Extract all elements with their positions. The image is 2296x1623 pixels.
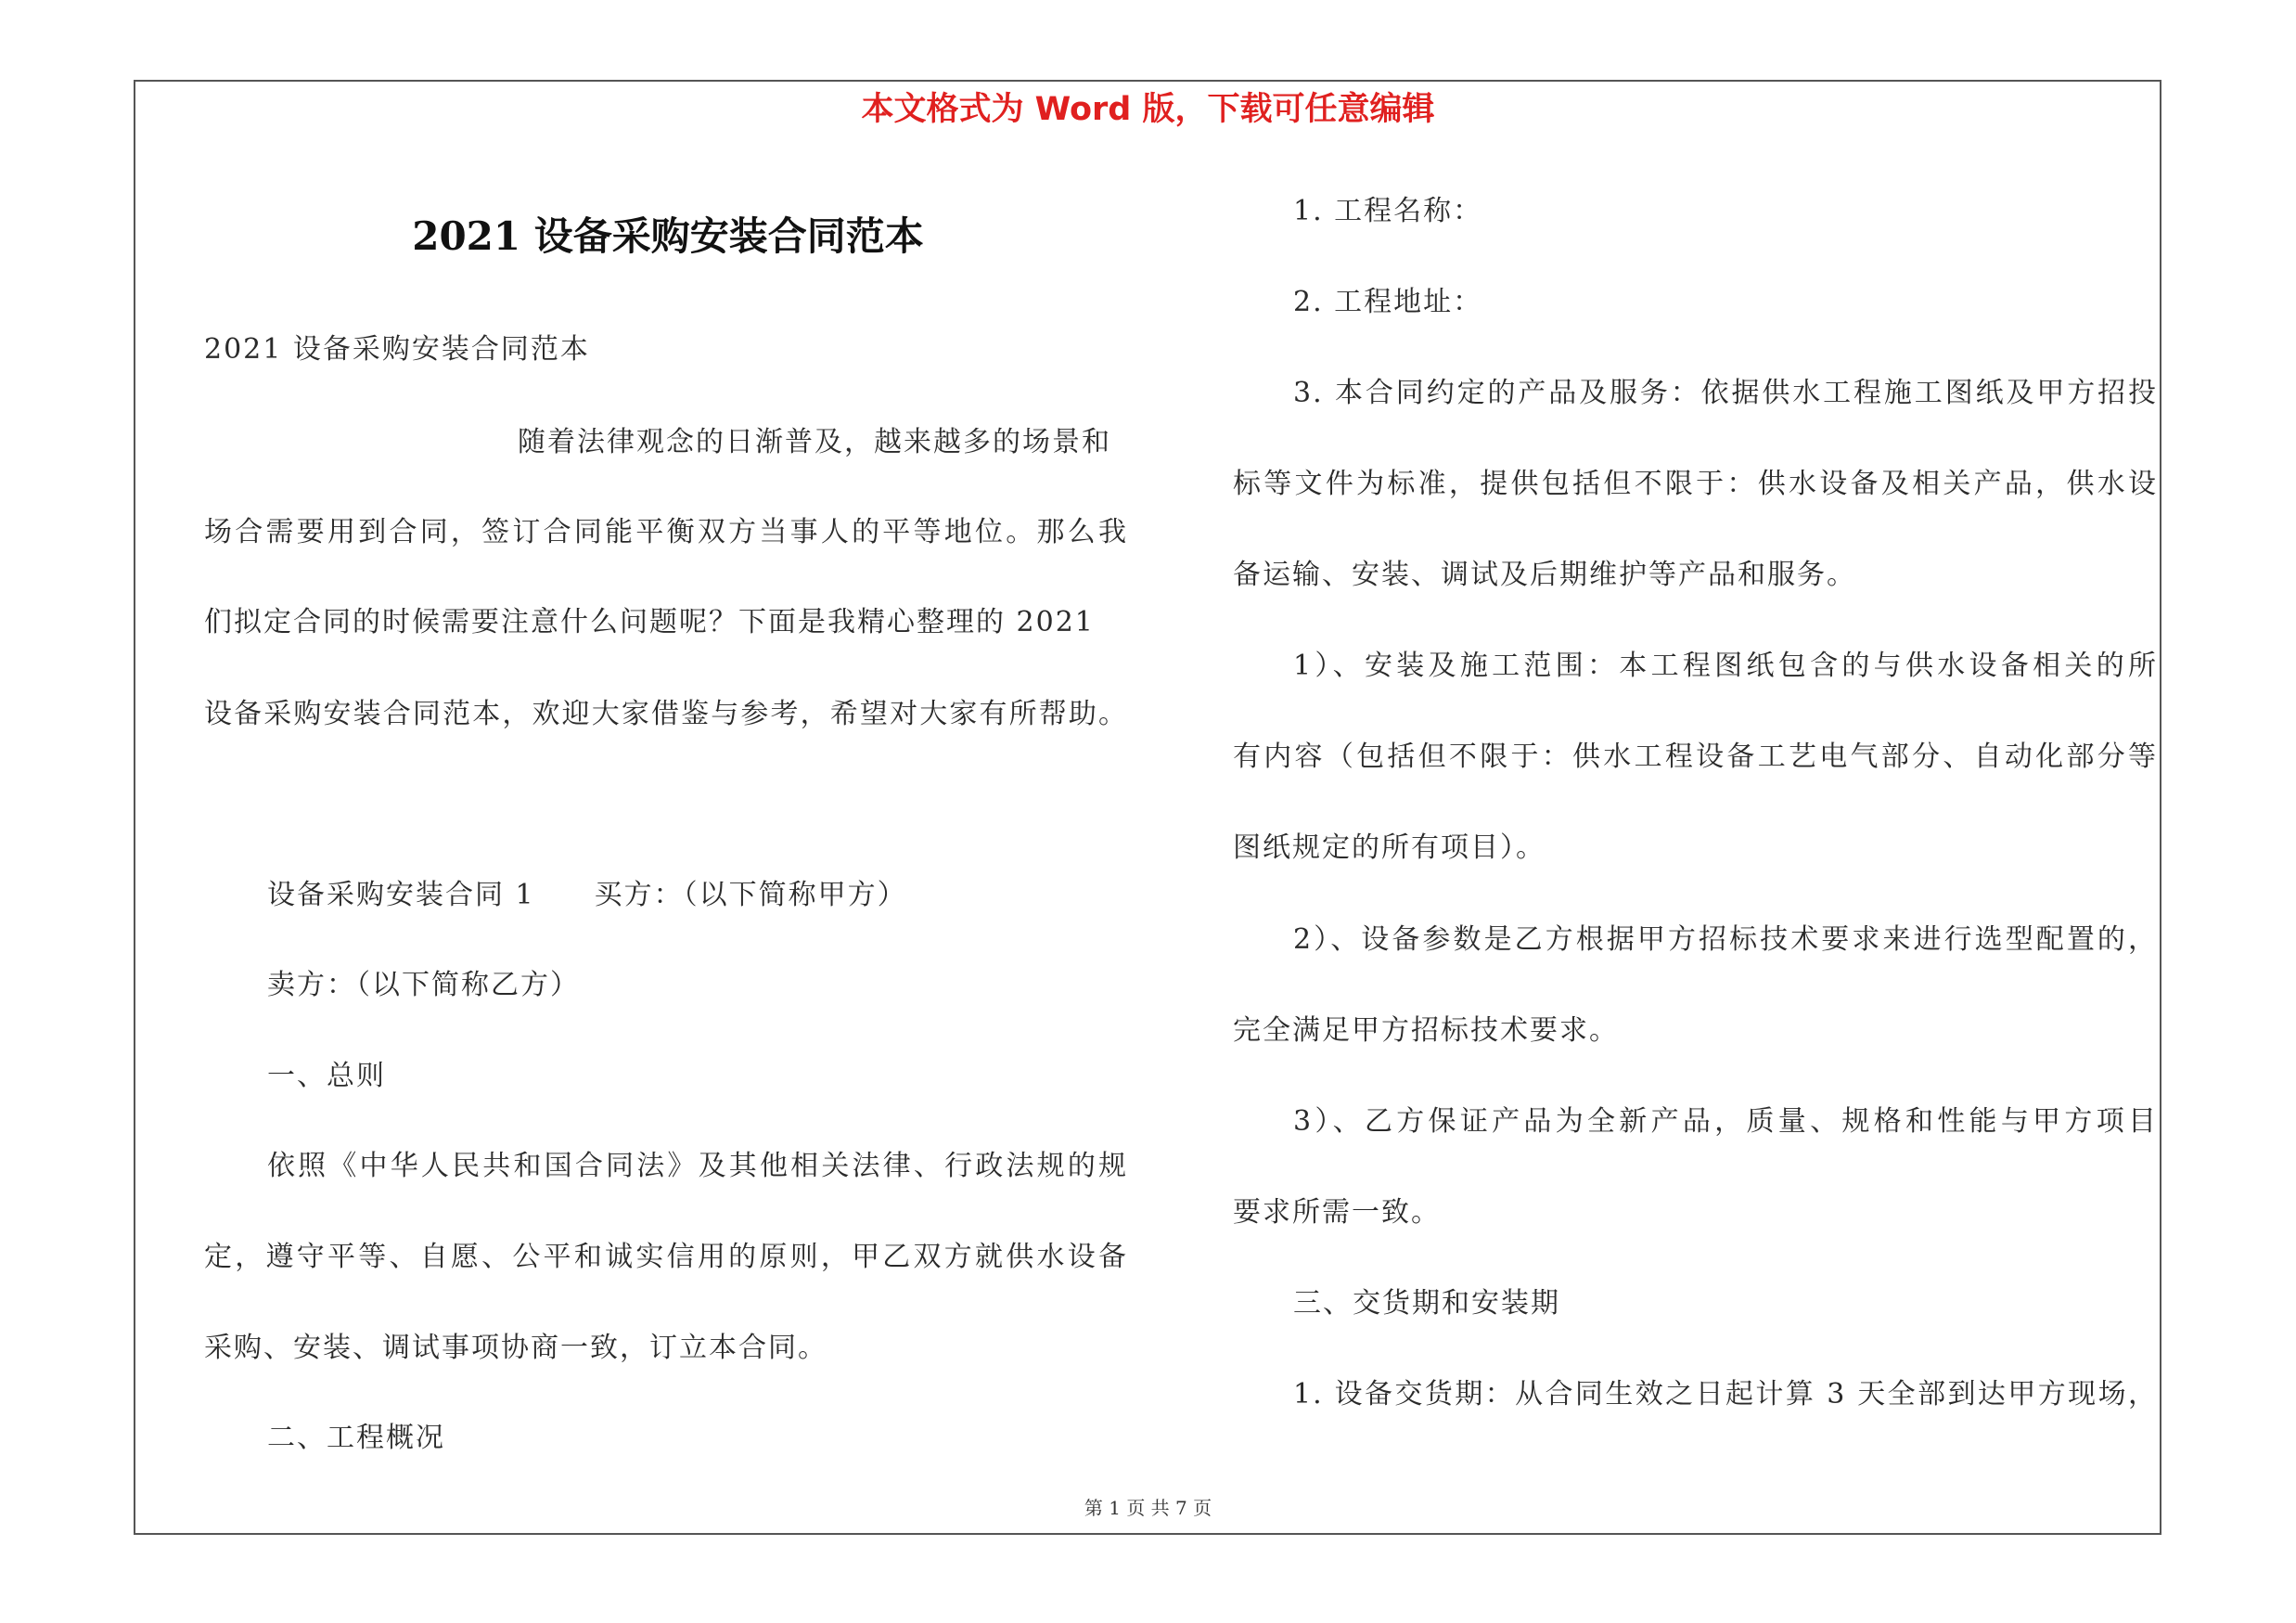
left-line-intro-4: 设备采购安装合同范本，欢迎大家借鉴与参考，希望对大家有所帮助。	[204, 698, 1128, 730]
document-title: 2021 设备采购安装合同范本	[412, 213, 924, 259]
left-line-intro-2: 场合需要用到合同，签订合同能平衡双方当事人的平等地位。那么我	[204, 516, 1128, 548]
section-heading-overview: 二、工程概况	[267, 1422, 445, 1454]
left-line-buyer: 设备采购安装合同 1 买方：（以下简称甲方）	[267, 879, 907, 911]
left-line-general-2: 定，遵守平等、自愿、公平和诚实信用的原则，甲乙双方就供水设备	[204, 1241, 1128, 1273]
format-banner: 本文格式为 Word 版，下载可任意编辑	[861, 91, 1435, 128]
right-line-params-1: 2）、设备参数是乙方根据甲方招标技术要求来进行选型配置的，	[1293, 923, 2158, 956]
left-line-intro-3: 们拟定合同的时候需要注意什么问题呢？下面是我精心整理的 2021	[204, 606, 1095, 638]
right-line-project-address: 2. 工程地址：	[1293, 286, 1483, 318]
left-line-seller: 卖方：（以下简称乙方）	[267, 969, 580, 1001]
right-line-products-3: 备运输、安装、调试及后期维护等产品和服务。	[1233, 559, 1856, 591]
right-line-products-2: 标等文件为标准，提供包括但不限于：供水设备及相关产品，供水设	[1233, 468, 2158, 500]
right-line-products-1: 3. 本合同约定的产品及服务：依据供水工程施工图纸及甲方招投	[1293, 377, 2158, 409]
left-line-general-3: 采购、安装、调试事项协商一致，订立本合同。	[204, 1332, 827, 1364]
right-line-scope-2: 有内容（包括但不限于：供水工程设备工艺电气部分、自动化部分等	[1233, 741, 2158, 773]
left-line-general-1: 依照《中华人民共和国合同法》及其他相关法律、行政法规的规	[267, 1150, 1128, 1182]
left-line-subtitle: 2021 设备采购安装合同范本	[204, 333, 590, 366]
section-heading-delivery: 三、交货期和安装期	[1293, 1287, 1560, 1320]
right-line-quality-1: 3）、乙方保证产品为全新产品，质量、规格和性能与甲方项目	[1293, 1105, 2158, 1138]
left-line-intro-1: 随着法律观念的日渐普及，越来越多的场景和	[518, 426, 1111, 458]
right-line-project-name: 1. 工程名称：	[1293, 195, 1483, 227]
right-line-scope-3: 图纸规定的所有项目）。	[1233, 831, 1546, 864]
page-number: 第 1 页 共 7 页	[1084, 1497, 1212, 1519]
section-heading-general: 一、总则	[267, 1060, 386, 1092]
right-line-delivery-1: 1. 设备交货期：从合同生效之日起计算 3 天全部到达甲方现场，	[1293, 1378, 2158, 1410]
right-line-params-2: 完全满足甲方招标技术要求。	[1233, 1014, 1619, 1047]
right-line-scope-1: 1）、安装及施工范围：本工程图纸包含的与供水设备相关的所	[1293, 650, 2158, 682]
right-line-quality-2: 要求所需一致。	[1233, 1196, 1441, 1229]
page-frame	[134, 80, 2161, 1535]
